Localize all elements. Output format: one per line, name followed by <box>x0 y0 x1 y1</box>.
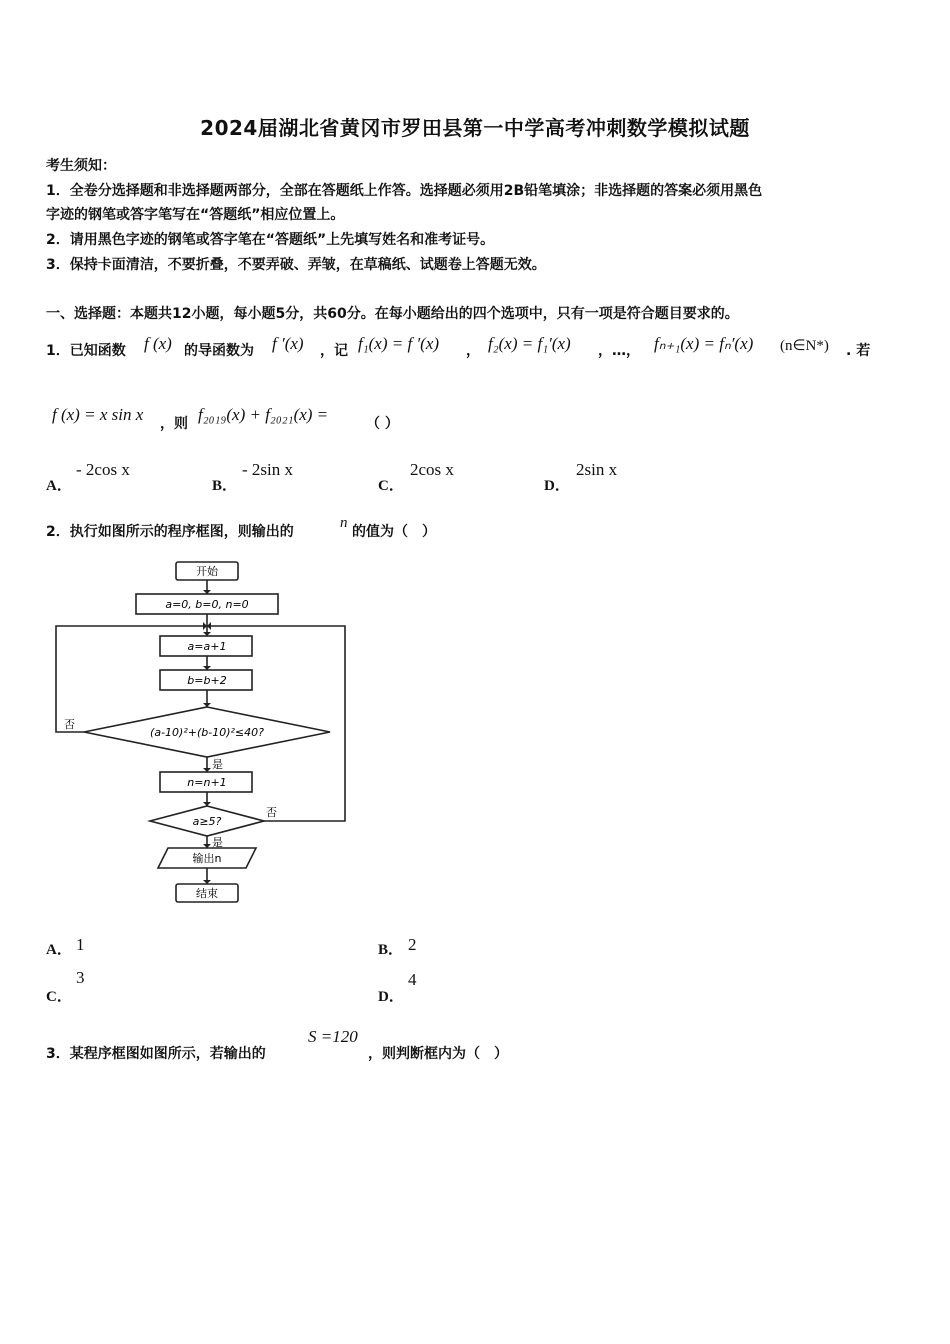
flowchart-yes-label: 是 <box>212 758 223 771</box>
q2-option-d-value: 4 <box>408 970 417 989</box>
notice-item: 2．请用黑色字迹的钢笔或答字笔在“答题纸”上先填写姓名和准考证号。 <box>46 232 495 248</box>
section-heading: 一、选择题：本题共12小题，每小题5分，共60分。在每小题给出的四个选项中，只有一项是符合题目要求的。 <box>46 306 739 322</box>
q1-eq1: f₁(x) = f ′(x) <box>358 334 440 353</box>
q1-text3: ，…， <box>598 343 640 359</box>
notice-heading: 考生须知： <box>46 158 116 174</box>
q3-eq: S =120 <box>308 1027 358 1046</box>
notice-item: 3．保持卡面清洁，不要折叠，不要弄破、弄皱，在草稿纸、试题卷上答题无效。 <box>46 257 546 273</box>
q2-option-c-value: 3 <box>76 968 85 987</box>
q2-var: n <box>340 515 348 531</box>
q1-eq3: fₙ₊₁(x) = fₙ′(x) <box>654 334 754 353</box>
notice-item: 1．全卷分选择题和非选择题两部分，全部在答题纸上作答。选择题必须用2B铅笔填涂；非选择题的答案必须用黑色 <box>46 183 763 199</box>
flowchart-step-b: b=b+2 <box>187 674 227 687</box>
q1-paren: （ ） <box>366 416 399 432</box>
q1-text4: . 若 <box>846 343 871 359</box>
flowchart-start: 开始 <box>196 565 218 578</box>
flowchart-yes-label: 是 <box>212 836 223 849</box>
page-title: 2024届湖北省黄冈市罗田县第一中学高考冲刺数学模拟试题 <box>200 116 750 140</box>
notice-item: 字迹的钢笔或答字笔写在“答题纸”相应位置上。 <box>46 207 345 223</box>
q1-text2: ，记 <box>320 343 348 359</box>
q1-option-a-label: A． <box>46 478 72 494</box>
flowchart-condition-2: a≥5? <box>192 815 222 828</box>
flowchart-output: 输出n <box>192 852 222 865</box>
q1-fpx: f ′(x) <box>272 334 304 353</box>
q1-option-b-value: - 2sin x <box>242 460 293 479</box>
q1-option-c-label: C． <box>378 478 404 494</box>
q1-sum: f₂₀₁₉(x) + f₂₀₂₁(x) = <box>198 405 329 424</box>
q1-eq3-domain: (n∈N*) <box>780 338 829 354</box>
flowchart-init: a=0, b=0, n=0 <box>165 598 249 611</box>
flowchart-condition-1: (a-10)²+(b-10)²≤40? <box>150 726 264 739</box>
q1-option-a-value: - 2cos x <box>76 460 130 479</box>
flowchart-step-a: a=a+1 <box>187 640 227 653</box>
q3-text-before: 3．某程序框图如图所示，若输出的 <box>46 1046 266 1062</box>
q2-option-c-label: C． <box>46 989 72 1005</box>
q2-option-a-value: 1 <box>76 935 85 954</box>
q1-prefix: 1．已知函数 <box>46 343 126 359</box>
q3-text-after: ，则判断框内为（ ） <box>368 1046 508 1062</box>
q1-option-d-value: 2sin x <box>576 460 618 479</box>
flowchart <box>50 556 360 912</box>
flowchart-step-n: n=n+1 <box>187 776 227 789</box>
q1-option-b-label: B． <box>212 478 238 494</box>
flowchart-end: 结束 <box>196 887 218 900</box>
q1-given: f (x) = x sin x <box>52 405 144 424</box>
q1-eq2: f₂(x) = f₁′(x) <box>488 334 571 353</box>
flowchart-no-label: 否 <box>64 718 75 731</box>
q2-option-a-label: A． <box>46 942 72 958</box>
q1-option-d-label: D． <box>544 478 570 494</box>
flowchart-no-label: 否 <box>266 806 277 819</box>
q2-option-b-label: B． <box>378 942 404 958</box>
q1-fx: f (x) <box>144 334 172 353</box>
q1-text1: 的导函数为 <box>184 343 254 359</box>
q2-text-after: 的值为（ ） <box>352 524 436 540</box>
q2-text-before: 2．执行如图所示的程序框图，则输出的 <box>46 524 294 540</box>
q2-option-d-label: D． <box>378 989 404 1005</box>
q2-option-b-value: 2 <box>408 935 417 954</box>
q1-then: ，则 <box>160 416 188 432</box>
q1-option-c-value: 2cos x <box>410 460 454 479</box>
q1-sep: ， <box>466 343 480 359</box>
